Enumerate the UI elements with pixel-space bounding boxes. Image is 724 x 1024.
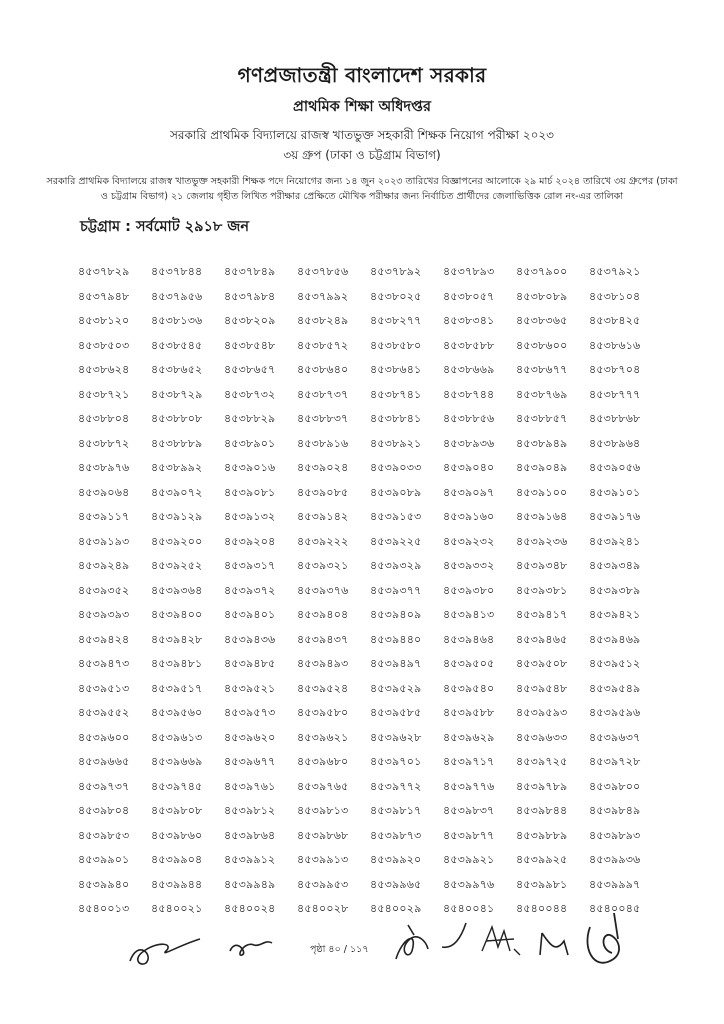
roll-number-cell: ৪৫৩৯৫২১ — [224, 681, 276, 695]
roll-number-cell: ৪৫৩৭৮৫৬ — [297, 265, 349, 278]
roll-number-cell: ৪৫৩৮৮৩৭ — [297, 412, 349, 425]
roll-number-cell: ৪৫৩৯০৯৭ — [443, 485, 495, 499]
department-title: প্রাথমিক শিক্ষা অধিদপ্তর — [293, 99, 431, 115]
roll-number-cell: ৪৫৪০০৪১ — [443, 902, 495, 915]
roll-number-cell: ৪৫৩৯৮১৩ — [297, 804, 349, 817]
roll-number-cell: ৪৫৩৮৮৫৭ — [516, 412, 568, 425]
roll-number-cell: ৪৫৩৭৮৪৪ — [151, 265, 203, 278]
roll-number-cell: ৪৫৩৯৭২৮ — [589, 755, 641, 768]
roll-number-cell: ৪৫৩৯৯০১ — [78, 853, 130, 866]
roll-number-cell: ৪৫৩৭৯০০ — [516, 265, 568, 278]
roll-number-cell: ৪৫৩৯৫২৪ — [297, 681, 349, 695]
signature-6 — [534, 925, 574, 961]
roll-number-cell: ৪৫৩৯৪৬৪ — [443, 632, 495, 646]
roll-number-cell: ৪৫৩৮৭৪৪ — [443, 387, 495, 401]
roll-number-cell: ৪৫৪০০১৩ — [78, 902, 130, 915]
roll-number-cell: ৪৫৩৯৭৮৯ — [516, 779, 568, 793]
roll-number-cell: ৪৫৩৮৫৪৮ — [224, 338, 276, 352]
roll-number-cell: ৪৫৩৯৫৮৫ — [370, 706, 422, 719]
roll-number-cell: ৪৫৩৮৮০৮ — [151, 412, 203, 425]
roll-number-cell: ৪৫৩৯৪৯৩ — [297, 657, 349, 670]
roll-number-cell: ৪৫৩৯৯২০ — [370, 853, 422, 866]
roll-number-cell: ৪৫৩৯৩৪৮ — [516, 559, 568, 572]
roll-number-cell: ৪৫৩৯৪৩৬ — [224, 632, 276, 646]
roll-number-cell: ৪৫৩৯১২৯ — [151, 510, 203, 523]
roll-number-cell: ৪৫৩৮৯২১ — [370, 436, 422, 450]
roll-number-cell: ৪৫৩৯৮৪৪ — [516, 804, 568, 817]
roll-number-cell: ৪৫৩৯৯৪৯ — [224, 877, 276, 891]
roll-number-cell: ৪৫৩৯৮৩৭ — [443, 804, 495, 817]
roll-number-cell: ৪৫৩৯৩৪৯ — [589, 559, 641, 572]
roll-number-cell: ৪৫৩৯৫৫২ — [78, 706, 130, 719]
roll-number-cell: ৪৫৩৮৯৪৯ — [516, 436, 568, 450]
roll-number-cell: ৪৫৩৯৯৬৫ — [370, 877, 422, 891]
roll-number-cell: ৪৫৩৯২০০ — [151, 534, 203, 548]
roll-number-cell: ৪৫৩৯০৭২ — [151, 485, 203, 499]
roll-number-cell: ৪৫৪০০৪৫ — [589, 902, 641, 915]
roll-number-cell: ৪৫৩৮৮০৪ — [78, 412, 130, 425]
roll-number-cell: ৪৫৩৯৪০৪ — [297, 608, 349, 621]
roll-number-cell: ৪৫৩৯৬২১ — [297, 730, 349, 744]
roll-number-cell: ৪৫৩৯০৬৪ — [78, 485, 130, 499]
roll-number-cell: ৪৫৩৯৯১২ — [224, 853, 276, 866]
roll-number-cell: ৪৫৩৮২০৯ — [224, 314, 276, 327]
roll-number-cell: ৪৫৩৯২৩২ — [443, 534, 495, 548]
roll-number-cell: ৪৫৩৯০৮১ — [224, 485, 276, 499]
roll-number-cell: ৪৫৩৯৬০০ — [78, 730, 130, 744]
roll-number-cell: ৪৫৩৮৮৮৯ — [151, 436, 203, 450]
roll-number-cell: ৪৫৩৯০৩৩ — [370, 461, 422, 474]
roll-number-cell: ৪৫৩৯৩২১ — [297, 559, 349, 572]
roll-number-cell: ৪৫৩৮৭২৯ — [151, 387, 203, 401]
signature-7 — [580, 909, 630, 971]
roll-number-cell: ৪৫৪০০২৪ — [224, 902, 276, 915]
roll-number-cell: ৪৫৩৯৯১৩ — [297, 853, 349, 866]
roll-number-cell: ৪৫৩৯৯২৫ — [516, 853, 568, 866]
roll-number-cell: ৪৫৩৭৮৪৯ — [224, 265, 276, 278]
roll-number-cell: ৪৫৩৮৬৭৭ — [516, 363, 568, 376]
roll-number-cell: ৪৫৩৯৭৭২ — [370, 779, 422, 793]
roll-number-cell: ৪৫৩৯৪১৭ — [516, 608, 568, 621]
roll-number-cell: ৪৫৩৯৭৬৫ — [297, 779, 349, 793]
roll-number-cell: ৪৫৩৭৯৪৮ — [78, 289, 130, 303]
roll-number-cell: ৪৫৩৮৬৬৯ — [443, 363, 495, 376]
roll-number-cell: ৪৫৩৯০৮৯ — [370, 485, 422, 499]
roll-number-cell: ৪৫৩৯২৪৯ — [78, 559, 130, 572]
roll-number-cell: ৪৫৩৮৫৪৫ — [151, 338, 203, 352]
roll-number-cell: ৪৫৩৯৫৮০ — [297, 706, 349, 719]
roll-number-cell: ৪৫৩৯৮৯৩ — [589, 828, 641, 842]
roll-number-cell: ৪৫৩৯৪৬৫ — [516, 632, 568, 646]
roll-number-cell: ৪৫৩৮০২৫ — [370, 289, 422, 303]
roll-number-cell: ৪৫৩৮৩৬৫ — [516, 314, 568, 327]
roll-number-cell: ৪৫৩৯৫৯৩ — [516, 706, 568, 719]
roll-number-cell: ৪৫৩৯৫১২ — [589, 657, 641, 670]
roll-number-cell: ৪৫৩৮৪২৫ — [589, 314, 641, 327]
roll-number-cell: ৪৫৩৯৪২৮ — [151, 632, 203, 646]
roll-number-cell: ৪৫৩৮৭৬৯ — [516, 387, 568, 401]
roll-number-cell: ৪৫৩৯৯০৪ — [151, 853, 203, 866]
roll-number-cell: ৪৫৩৯৩৬৪ — [151, 583, 203, 597]
roll-number-cell: ৪৫৪০০২৮ — [297, 902, 349, 915]
roll-number-cell: ৪৫৩৮১০৪ — [589, 289, 641, 303]
roll-number-cell: ৪৫৩৯৮০৮ — [151, 804, 203, 817]
roll-number-cell: ৪৫৩৮৮২৯ — [224, 412, 276, 425]
roll-number-cell: ৪৫৩৯৮১২ — [224, 804, 276, 817]
roll-number-cell: ৪৫৩৮২৪৯ — [297, 314, 349, 327]
roll-number-cell: ৪৫৩৯০১৬ — [224, 461, 276, 474]
roll-number-cell: ৪৫৩৯৫৪৯ — [589, 681, 641, 695]
roll-number-cell: ৪৫৩৯৫২৯ — [370, 681, 422, 695]
roll-number-cell: ৪৫৩৯৬৬৫ — [78, 755, 130, 768]
roll-number-cell: ৪৫৩৯৭৪৫ — [151, 779, 203, 793]
roll-number-cell: ৪৫৩৯৩৭২ — [224, 583, 276, 597]
roll-number-cell: ৪৫৩৯৫০৮ — [516, 657, 568, 670]
roll-number-cell: ৪৫৩৯৯৭৬ — [443, 877, 495, 891]
roll-number-cell: ৪৫৩৯৫৭৩ — [224, 706, 276, 719]
roll-number-cell: ৪৫৩৮৬৫২ — [151, 363, 203, 376]
roll-number-cell: ৪৫৪০০৪৪ — [516, 902, 568, 915]
roll-number-cell: ৪৫৩৯০৪৯ — [516, 461, 568, 474]
roll-number-cell: ৪৫৩৯৩৭৭ — [370, 583, 422, 597]
document-header — [0, 62, 724, 204]
roll-number-cell: ৪৫৩৯৪৮৫ — [224, 657, 276, 670]
exam-title: সরকারি প্রাথমিক বিদ্যালয়ে রাজস্ব খাতভুক্ত সহকারী শিক্ষক নিয়োগ পরীক্ষা ২০২৩ — [170, 128, 554, 142]
roll-number-cell: ৪৫৩৯৬১৩ — [151, 730, 203, 744]
roll-number-cell: ৪৫৩৯১৪২ — [297, 510, 349, 523]
roll-number-cell: ৪৫৩৯৫৮৮ — [443, 706, 495, 719]
roll-number-cell: ৪৫৩৯৪৩৭ — [297, 632, 349, 646]
roll-number-cell: ৪৫৩৯৭০১ — [370, 755, 422, 768]
roll-number-cell: ৪৫৩৮৬০০ — [516, 338, 568, 352]
roll-number-cell: ৪৫৩৮৬৫৭ — [224, 363, 276, 376]
roll-number-cell: ৪৫৩৮৭৭৭ — [589, 387, 641, 401]
roll-number-cell: ৪৫৩৭৯৯২ — [297, 289, 349, 303]
roll-number-cell: ৪৫৩৯৫৪০ — [443, 681, 495, 695]
roll-number-cell: ৪৫৩৮৮৭২ — [78, 436, 130, 450]
roll-number-cell: ৪৫৩৯৩৫২ — [78, 583, 130, 597]
roll-number-cell: ৪৫৩৯৮৫৩ — [78, 828, 130, 842]
roll-number-cell: ৪৫৩৮৫৭২ — [297, 338, 349, 352]
roll-number-cell: ৪৫৩৯৮৬৪ — [224, 828, 276, 842]
roll-number-cell: ৪৫৩৯৩৮০ — [443, 583, 495, 597]
roll-number-cell: ৪৫৩৮৯০১ — [224, 436, 276, 450]
signature-3 — [388, 919, 432, 967]
roll-number-cell: ৪৫৩৮৬২৪ — [78, 363, 130, 376]
roll-number-cell: ৪৫৪০০২৯ — [370, 902, 422, 915]
roll-number-cell: ৪৫৩৮২৭৭ — [370, 314, 422, 327]
roll-number-cell: ৪৫৩৮৮৪১ — [370, 412, 422, 425]
roll-number-cell: ৪৫৩৯৮৪৯ — [589, 804, 641, 817]
roll-number-cell: ৪৫৩৯২২৫ — [370, 534, 422, 548]
roll-number-cell: ৪৫৩৯৮৬৮ — [297, 828, 349, 842]
roll-number-cell: ৪৫৩৮৮৬৮ — [589, 412, 641, 425]
roll-number-cell: ৪৫৩৯৯৪৪ — [151, 877, 203, 891]
roll-number-cell: ৪৫৩৯৪১৩ — [443, 608, 495, 621]
roll-number-cell: ৪৫৩৯৮০৪ — [78, 804, 130, 817]
roll-number-cell: ৪৫৩৯৩৩২ — [443, 559, 495, 572]
roll-number-cell: ৪৫৩৯১৭৬ — [589, 510, 641, 523]
roll-number-cell: ৪৫৩৯৩৯৩ — [78, 608, 130, 621]
roll-number-cell: ৪৫৩৮০৫৭ — [443, 289, 495, 303]
roll-number-cell: ৪৫৩৯৮১৭ — [370, 804, 422, 817]
roll-number-cell: ৪৫৩৯৫৬০ — [151, 706, 203, 719]
roll-number-cell: ৪৫৩৯৬৩৭ — [589, 730, 641, 744]
roll-number-cell: ৪৫৩৯৯৯৭ — [589, 877, 641, 891]
roll-number-cell: ৪৫৩৯১৫৩ — [370, 510, 422, 523]
roll-number-cell: ৪৫৩৯৭১৭ — [443, 755, 495, 768]
roll-number-cell: ৪৫৩৯৭৬১ — [224, 779, 276, 793]
signature-1 — [126, 925, 204, 967]
roll-number-cell: ৪৫৩৯০৮৫ — [297, 485, 349, 499]
roll-number-cell: ৪৫৩৯৮০০ — [589, 779, 641, 793]
roll-number-cell: ৪৫৩৯৯৮১ — [516, 877, 568, 891]
roll-number-cell: ৪৫৩৭৯২১ — [589, 265, 641, 278]
roll-number-cell: ৪৫৩৯৮৬০ — [151, 828, 203, 842]
roll-number-cell: ৪৫৩৮৩৪১ — [443, 314, 495, 327]
roll-number-cell: ৪৫৩৯৩২৯ — [370, 559, 422, 572]
roll-number-cell: ৪৫৩৭৮৯২ — [370, 265, 422, 278]
roll-number-cell: ৪৫৩৮৯৬৪ — [589, 436, 641, 450]
roll-number-cell: ৪৫৩৯৪০০ — [151, 608, 203, 621]
roll-number-cell: ৪৫৩৯৭৭৬ — [443, 779, 495, 793]
roll-number-cell: ৪৫৩৯৪৮১ — [151, 657, 203, 670]
roll-number-cell: ৪৫৩৯৪৭৩ — [78, 657, 130, 670]
roll-number-cell: ৪৫৩৮৯৭৬ — [78, 461, 130, 474]
roll-number-cell: ৪৫৩৯১০০ — [516, 485, 568, 499]
roll-number-cell: ৪৫৩৯৬৭৭ — [224, 755, 276, 768]
roll-number-cell: ৪৫৩৯১৬৪ — [516, 510, 568, 523]
roll-number-cell: ৪৫৩৯১১৭ — [78, 510, 130, 523]
roll-number-cell: ৪৫৩৯৩৮১ — [516, 583, 568, 597]
roll-number-cell: ৪৫৩৯৭৩৭ — [78, 779, 130, 793]
roll-number-cell: ৪৫৩৮৭০৪ — [589, 363, 641, 376]
roll-number-cell: ৪৫৩৯২৫২ — [151, 559, 203, 572]
roll-number-cell: ৪৫৩৮৫৮০ — [370, 338, 422, 352]
roll-number-cell: ৪৫৩৮৫৮৮ — [443, 338, 495, 352]
roll-number-cell: ৪৫৩৭৮৯৩ — [443, 265, 495, 278]
roll-number-cell: ৪৫৩৮১৩৬ — [151, 314, 203, 327]
government-title: গণপ্রজাতন্ত্রী বাংলাদেশ সরকার — [237, 63, 487, 87]
roll-number-cell: ৪৫৩৯৮৮৯ — [516, 828, 568, 842]
roll-number-cell: ৪৫৩৯৮৭৩ — [370, 828, 422, 842]
roll-number-table — [78, 260, 662, 922]
roll-number-cell: ৪৫৩৯৩১৭ — [224, 559, 276, 572]
roll-number-cell: ৪৫৪০০২১ — [151, 902, 203, 915]
group-title: ৩য় গ্রুপ (ঢাকা ও চট্টগ্রাম বিভাগ) — [283, 148, 441, 162]
roll-number-cell: ৪৫৩৭৯৫৬ — [151, 289, 203, 303]
roll-number-cell: ৪৫৩৯১৬০ — [443, 510, 495, 523]
roll-number-cell: ৪৫৩৯৭২৫ — [516, 755, 568, 768]
roll-number-cell: ৪৫৩৯১৯৩ — [78, 534, 130, 548]
roll-number-cell: ৪৫৩৯৮৭৭ — [443, 828, 495, 842]
roll-number-cell: ৪৫৩৯২৩৬ — [516, 534, 568, 548]
roll-number-cell: ৪৫৩৯৫৪৮ — [516, 681, 568, 695]
roll-number-cell: ৪৫৩৯০২৪ — [297, 461, 349, 474]
roll-number-cell: ৪৫৩৯৬২৮ — [370, 730, 422, 744]
roll-number-cell: ৪৫৩৮৭৩২ — [224, 387, 276, 401]
roll-number-cell: ৪৫৩৯৯২১ — [443, 853, 495, 866]
signature-5 — [478, 921, 522, 961]
roll-number-cell: ৪৫৩৮৭২১ — [78, 387, 130, 401]
roll-number-cell: ৪৫৩৯৪০৯ — [370, 608, 422, 621]
roll-number-cell: ৪৫৩৯৩৭৬ — [297, 583, 349, 597]
roll-number-cell: ৪৫৩৯৬২৯ — [443, 730, 495, 744]
signature-footer — [0, 905, 724, 975]
roll-number-cell: ৪৫৩৯৬৬৯ — [151, 755, 203, 768]
roll-number-cell: ৪৫৩৯৩৮৯ — [589, 583, 641, 597]
roll-number-cell: ৪৫৩৯৬৩৩ — [516, 730, 568, 744]
roll-number-cell: ৪৫৩৯৪২১ — [589, 608, 641, 621]
roll-number-cell: ৪৫৩৯২৪১ — [589, 534, 641, 548]
signature-2 — [226, 931, 276, 959]
roll-number-cell: ৪৫৩৭৮২৯ — [78, 265, 130, 278]
roll-number-cell: ৪৫৩৮৯১৬ — [297, 436, 349, 450]
roll-number-cell: ৪৫৩৯৪৯৭ — [370, 657, 422, 670]
district-total-heading: চট্টগ্রাম : সর্বমোট ২৯১৮ জন — [80, 219, 249, 235]
roll-number-cell: ৪৫৩৭৯৮৪ — [224, 289, 276, 303]
roll-number-cell: ৪৫৩৮৬৪১ — [370, 363, 422, 376]
roll-number-cell: ৪৫৩৯৯৪০ — [78, 877, 130, 891]
roll-number-cell: ৪৫৩৯৫০৫ — [443, 657, 495, 670]
roll-number-cell: ৪৫৩৯৯৫৩ — [297, 877, 349, 891]
roll-number-cell: ৪৫৩৮০৮৯ — [516, 289, 568, 303]
page-number: পৃষ্ঠা ৪০ / ১১৭ — [310, 944, 369, 955]
roll-number-cell: ৪৫৩৮৬৪০ — [297, 363, 349, 376]
roll-number-cell: ৪৫৩৯০৫৬ — [589, 461, 641, 474]
roll-number-cell: ৪৫৩৯৬২০ — [224, 730, 276, 744]
roll-number-cell: ৪৫৩৯৪০১ — [224, 608, 276, 621]
roll-number-cell: ৪৫৩৯৯৩৬ — [589, 853, 641, 866]
roll-number-cell: ৪৫৩৮৭৩৭ — [297, 387, 349, 401]
roll-number-cell: ৪৫৩৯৫১৭ — [151, 681, 203, 695]
roll-number-cell: ৪৫৩৯৪২৪ — [78, 632, 130, 646]
roll-number-cell: ৪৫৩৯৪৪০ — [370, 632, 422, 646]
roll-number-cell: ৪৫৩৯১৩২ — [224, 510, 276, 523]
roll-number-cell: ৪৫৩৯৪৬৯ — [589, 632, 641, 646]
roll-number-cell: ৪৫৩৮৮৫৬ — [443, 412, 495, 425]
roll-number-cell: ৪৫৩৯০৪০ — [443, 461, 495, 474]
signature-4 — [438, 919, 472, 955]
roll-number-cell: ৪৫৩৯২০৪ — [224, 534, 276, 548]
roll-number-cell: ৪৫৩৮৯৯২ — [151, 461, 203, 474]
roll-number-cell: ৪৫৩৯১০১ — [589, 485, 641, 499]
roll-number-cell: ৪৫৩৮১২০ — [78, 314, 130, 327]
list-description: সরকারি প্রাথমিক বিদ্যালয়ে রাজস্ব খাতভুক্ত সহকারী শিক্ষক পদে নিয়োগের জন্য ১৪ জুন ২০২৩ তারিখের বিজ্ঞাপনের আলোকে ২৯ মার্চ ২০২৪ তারিখে ৩য় গ্রুপের (ঢাকা ও চট্টগ্রাম বিভাগ) ২১ জেলায় গৃহীত লিখিত পরীক্ষার প্রেক্ষিতে মৌখিক পরীক্ষার জন্য নির্বাচিত প্রার্থীদের জেলাভিত্তিক রোল নং-এর তালিকা — [46, 176, 678, 202]
roll-number-cell: ৪৫৩৮৯৩৬ — [443, 436, 495, 450]
roll-number-cell: ৪৫৩৮৭৪১ — [370, 387, 422, 401]
roll-number-cell: ৪৫৩৯৫৯৬ — [589, 706, 641, 719]
roll-number-cell: ৪৫৩৮৫০৩ — [78, 338, 130, 352]
roll-number-cell: ৪৫৩৯২২২ — [297, 534, 349, 548]
roll-number-cell: ৪৫৩৯৫১৩ — [78, 681, 130, 695]
roll-number-cell: ৪৫৩৯৬৮০ — [297, 755, 349, 768]
roll-number-cell: ৪৫৩৮৬১৬ — [589, 338, 641, 352]
